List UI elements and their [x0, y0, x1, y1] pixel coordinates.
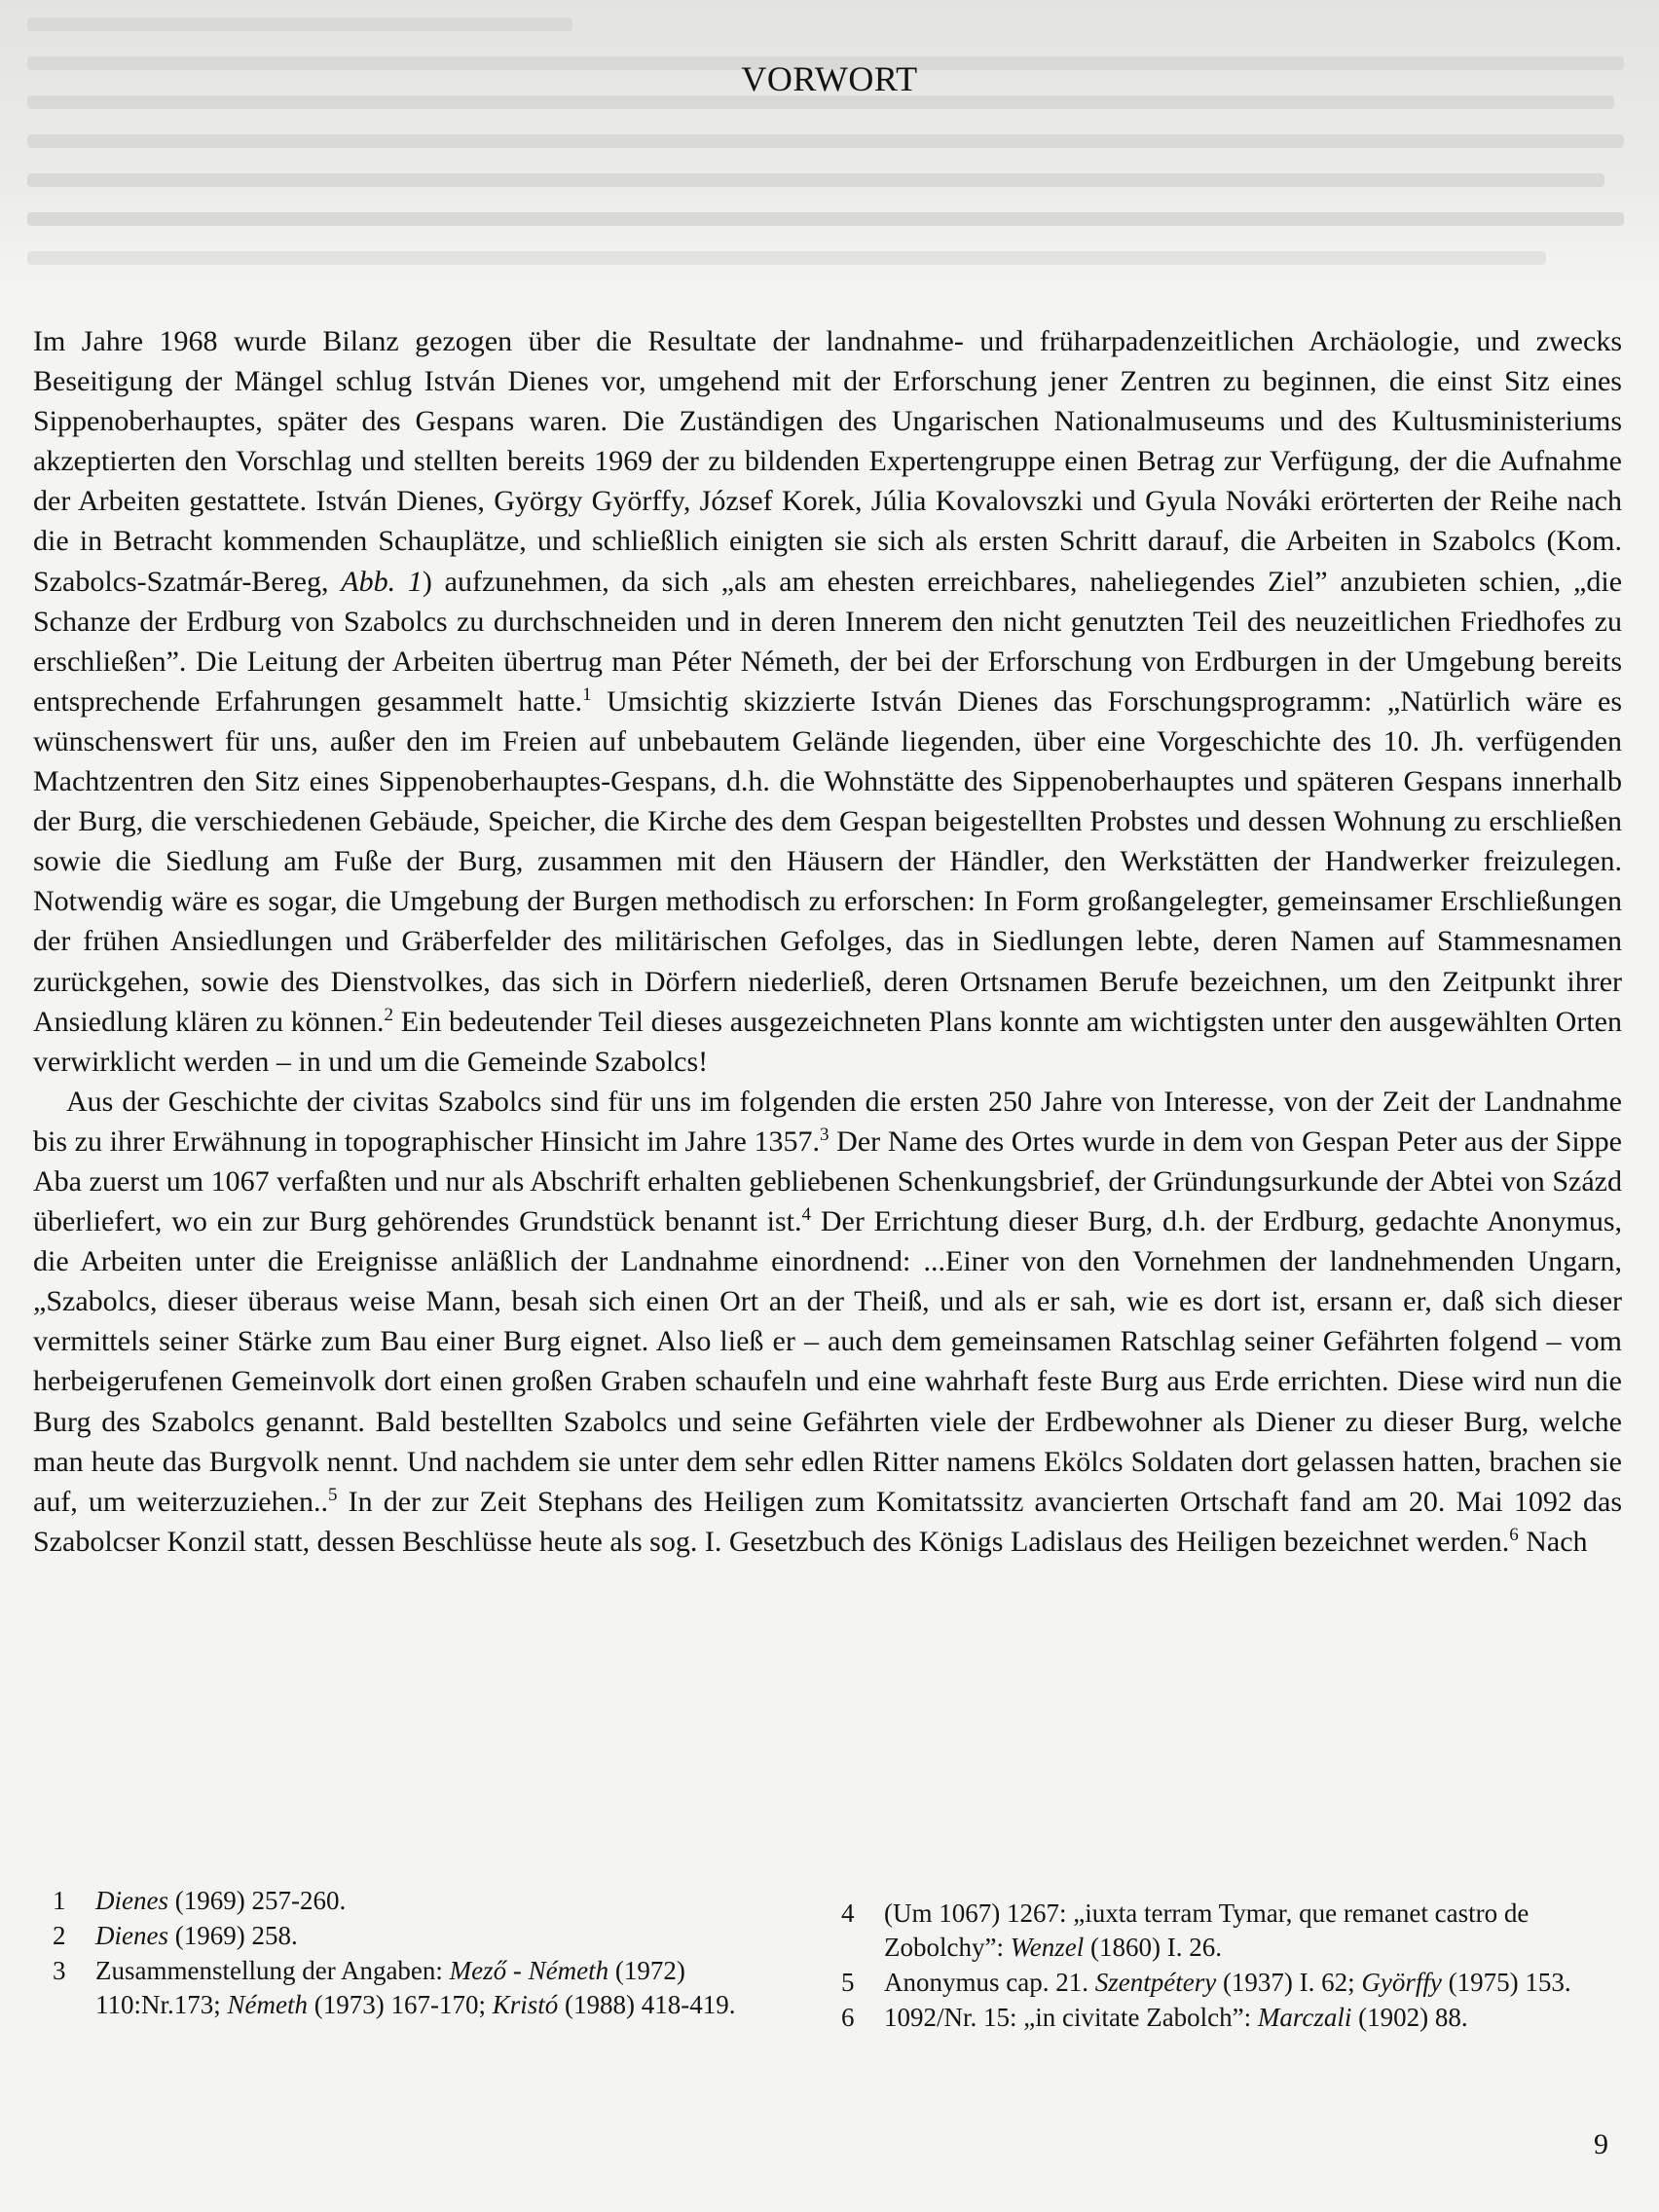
- footnotes-left-column: [53, 1884, 793, 2036]
- footnote-reference: 2: [384, 1004, 393, 1025]
- text-run: Ein bedeutender Teil dieses ausgezeichneten Plans konnte am wichtigsten unter den ausgewählten Orten verwirklicht werden – in und um die Gemeinde Szabolcs!: [33, 1005, 1622, 1078]
- footnote-text: [884, 2001, 1610, 2035]
- footnote-number: 6: [841, 2003, 855, 2032]
- text-run: (1902) 88.: [1351, 2003, 1468, 2032]
- text-run: Zusammenstellung der Angaben:: [95, 1956, 450, 1985]
- text-run: (1975) 153.: [1441, 1968, 1571, 1997]
- footnote: [841, 2001, 1610, 2035]
- paragraph: [33, 1082, 1622, 1562]
- footnote-text: [884, 1897, 1610, 1965]
- text-run: (1860) I. 26.: [1084, 1933, 1222, 1962]
- italic-text: Dienes: [95, 1921, 168, 1950]
- bleed-through-line: [27, 212, 1624, 226]
- text-run: Der Errichtung dieser Burg, d.h. der Erdburg, gedachte Anonymus, die Arbeiten unter die Ereignisse anläßlich der Landnahme einordnend: ...Einer von den Vornehmen der landnehmenden Ungarn, „Szabolcs, dieser überaus weise Mann, besah sich einen Ort an der Theiß, und als er sah, wie es dort ist, ersann er, daß sich dieser vermittels seiner Stärke zum Bau einer Burg eignet. Also ließ er – auch dem gemeinsamen Ratschlag seiner Gefährten folgend – vom herbeigerufenen Gemeinvolk dort einen großen Graben schaufeln und eine wahrhaft feste Burg aus Erde errichten. Diese wird nun die Burg des Szabolcs genannt. Bald bestellten Szabolcs und seine Gefährten viele der Erdbewohner als Diener zu dieser Burg, welche man heute das Burgvolk nennt. Und nachdem sie unter dem sehr edlen Ritter namens Ekölcs Soldaten dort gelassen hatten, brachen sie auf, um weiterzuziehen..: [33, 1205, 1622, 1518]
- italic-text: Szentpétery: [1094, 1968, 1217, 1997]
- footnotes: [53, 1884, 1610, 2036]
- footnote-reference: 6: [1509, 1524, 1519, 1545]
- footnote: [53, 1884, 793, 1918]
- italic-text: Abb. 1: [341, 565, 423, 598]
- text-run: (Um 1067) 1267: „iuxta terram Tymar, que remanet castro de Zobolchy”:: [884, 1899, 1530, 1962]
- footnote-reference: 3: [820, 1124, 830, 1145]
- footnote-number: 3: [53, 1956, 66, 1985]
- footnote: [53, 1954, 793, 2022]
- text-run: (1969) 258.: [167, 1921, 298, 1950]
- text-run: (1937) I. 62;: [1216, 1968, 1362, 1997]
- bleed-through-line: [27, 18, 572, 31]
- text-run: Nach: [1518, 1525, 1588, 1558]
- bleed-through-line: [27, 173, 1604, 187]
- footnotes-right-column: [841, 1897, 1610, 2036]
- footnote: [841, 1966, 1610, 2000]
- footnote-text: [95, 1884, 793, 1918]
- text-run: (1988) 418-419.: [558, 1990, 736, 2019]
- italic-text: Wenzel: [1010, 1933, 1085, 1962]
- bleed-through-background: [0, 0, 1659, 292]
- text-run: (1969) 257-260.: [167, 1886, 347, 1915]
- text-run: 1092/Nr. 15: „in civitate Zabolch”:: [884, 2003, 1258, 2032]
- text-run: (1973) 167-170;: [308, 1990, 493, 2019]
- italic-text: Németh: [227, 1990, 308, 2019]
- footnote-reference: 4: [801, 1204, 812, 1226]
- text-run: Im Jahre 1968 wurde Bilanz gezogen über die Resultate der landnahme- und früharpadenzeitlichen Archäologie, und zwecks Beseitigung der Mängel schlug István Dienes vor, umgehend mit der Erforschung jener Zentren zu beginnen, die einst Sitz eines Sippenoberhauptes, später des Gespans waren. Die Zuständigen des Ungarischen Nationalmuseums und des Kultusministeriums akzeptierten den Vorschlag und stellten bereits 1969 der zu bildenden Expertengruppe einen Betrag zur Verfügung, der die Aufnahme der Arbeiten gestattete. István Dienes, György Györffy, József Korek, Júlia Kovalovszki und Gyula Nováki erörterten der Reihe nach die in Betracht kommenden Schauplätze, und schließlich einigten sie sich als ersten Schritt darauf, die Arbeiten in Szabolcs (Kom. Szabolcs-Szatmár-Bereg,: [33, 325, 1622, 598]
- text-run: (1972) 110:Nr.173;: [95, 1956, 685, 2019]
- text-run: Aus der Geschichte der civitas Szabolcs sind für uns im folgenden die ersten 250 Jahre von Interesse, von der Zeit der Landnahme bis zu ihrer Erwähnung in topographischer Hinsicht im Jahre 1357.: [33, 1085, 1622, 1158]
- footnote: [841, 1897, 1610, 1965]
- text-run: In der zur Zeit Stephans des Heiligen zum Komitatssitz avancierten Ortschaft fand am 20. Mai 1092 das Szabolcser Konzil statt, dessen Beschlüsse heute als sog. I. Gesetzbuch des Königs Ladislaus des Heiligen bezeichnet werden.: [33, 1485, 1622, 1558]
- italic-text: Györffy: [1361, 1968, 1442, 1997]
- footnote-number: 2: [53, 1921, 66, 1950]
- italic-text: Marczali: [1257, 2003, 1352, 2032]
- body-text: [33, 321, 1622, 1562]
- italic-text: Kristó: [492, 1990, 559, 2019]
- footnote-text: [95, 1954, 793, 2022]
- text-run: ) aufzunehmen, da sich „als am ehesten erreichbares, naheliegendes Ziel” anzubieten schien, „die Schanze der Erdburg von Szabolcs zu durchschneiden und in deren Innerem den nicht genutzten Teil des neuzeitlichen Friedhofes zu erschließen”. Die Leitung der Arbeiten übertrug man Péter Németh, der bei der Erforschung von Erdburgen in der Umgebung bereits entsprechende Erfahrungen gesammelt hatte.: [33, 565, 1623, 718]
- page-number: 9: [1594, 2128, 1608, 2160]
- footnote-reference: 1: [582, 683, 592, 705]
- bleed-through-line: [27, 134, 1624, 148]
- paragraph: [33, 321, 1622, 1082]
- footnote-number: 4: [841, 1899, 855, 1928]
- italic-text: Dienes: [95, 1886, 168, 1915]
- bleed-through-line: [27, 251, 1546, 265]
- text-run: Anonymus cap. 21.: [884, 1968, 1095, 1997]
- footnote-text: [95, 1919, 793, 1953]
- footnote-text: [884, 1966, 1610, 2000]
- footnote-reference: 5: [327, 1484, 338, 1505]
- page-title: VORWORT: [741, 59, 918, 99]
- footnote: [53, 1919, 793, 1953]
- footnote-number: 1: [53, 1886, 66, 1915]
- italic-text: Mező - Németh: [449, 1956, 609, 1985]
- text-run: Umsichtig skizzierte István Dienes das Forschungsprogramm: „Natürlich wäre es wünschenswert für uns, außer den im Freien auf unbebautem Gelände liegenden, über eine Vorgeschichte des 10. Jh. verfügenden Machtzentren den Sitz eines Sippenoberhauptes-Gespans, d.h. die Wohnstätte des Sippenoberhauptes und späteren Gespans innerhalb der Burg, die verschiedenen Gebäude, Speicher, die Kirche des dem Gespan beigestellten Probstes und dessen Wohnung zu erschließen sowie die Siedlung am Fuße der Burg, zusammen mit den Häusern der Händler, den Werkstätten der Handwerker freizulegen. Notwendig wäre es sogar, die Umgebung der Burgen methodisch zu erforschen: In Form großangelegter, gemeinsamer Erschließungen der frühen Ansiedlungen und Gräberfelder des militärischen Gefolges, das in Siedlungen lebte, deren Namen auf Stammesnamen zurückgehen, sowie des Dienstvolkes, das sich in Dörfern niederließ, deren Ortsnamen Berufe bezeichnen, um den Zeitpunkt ihrer Ansiedlung klären zu können.: [33, 684, 1623, 1038]
- footnote-number: 5: [841, 1968, 855, 1997]
- text-run: Der Name des Ortes wurde in dem von Gespan Peter aus der Sippe Aba zuerst um 1067 verfaßten und nur als Abschrift erhalten gebliebenen Schenkungsbrief, der Gründungsurkunde der Abtei von Százd überliefert, wo ein zur Burg gehörendes Grundstück benannt ist.: [33, 1124, 1622, 1238]
